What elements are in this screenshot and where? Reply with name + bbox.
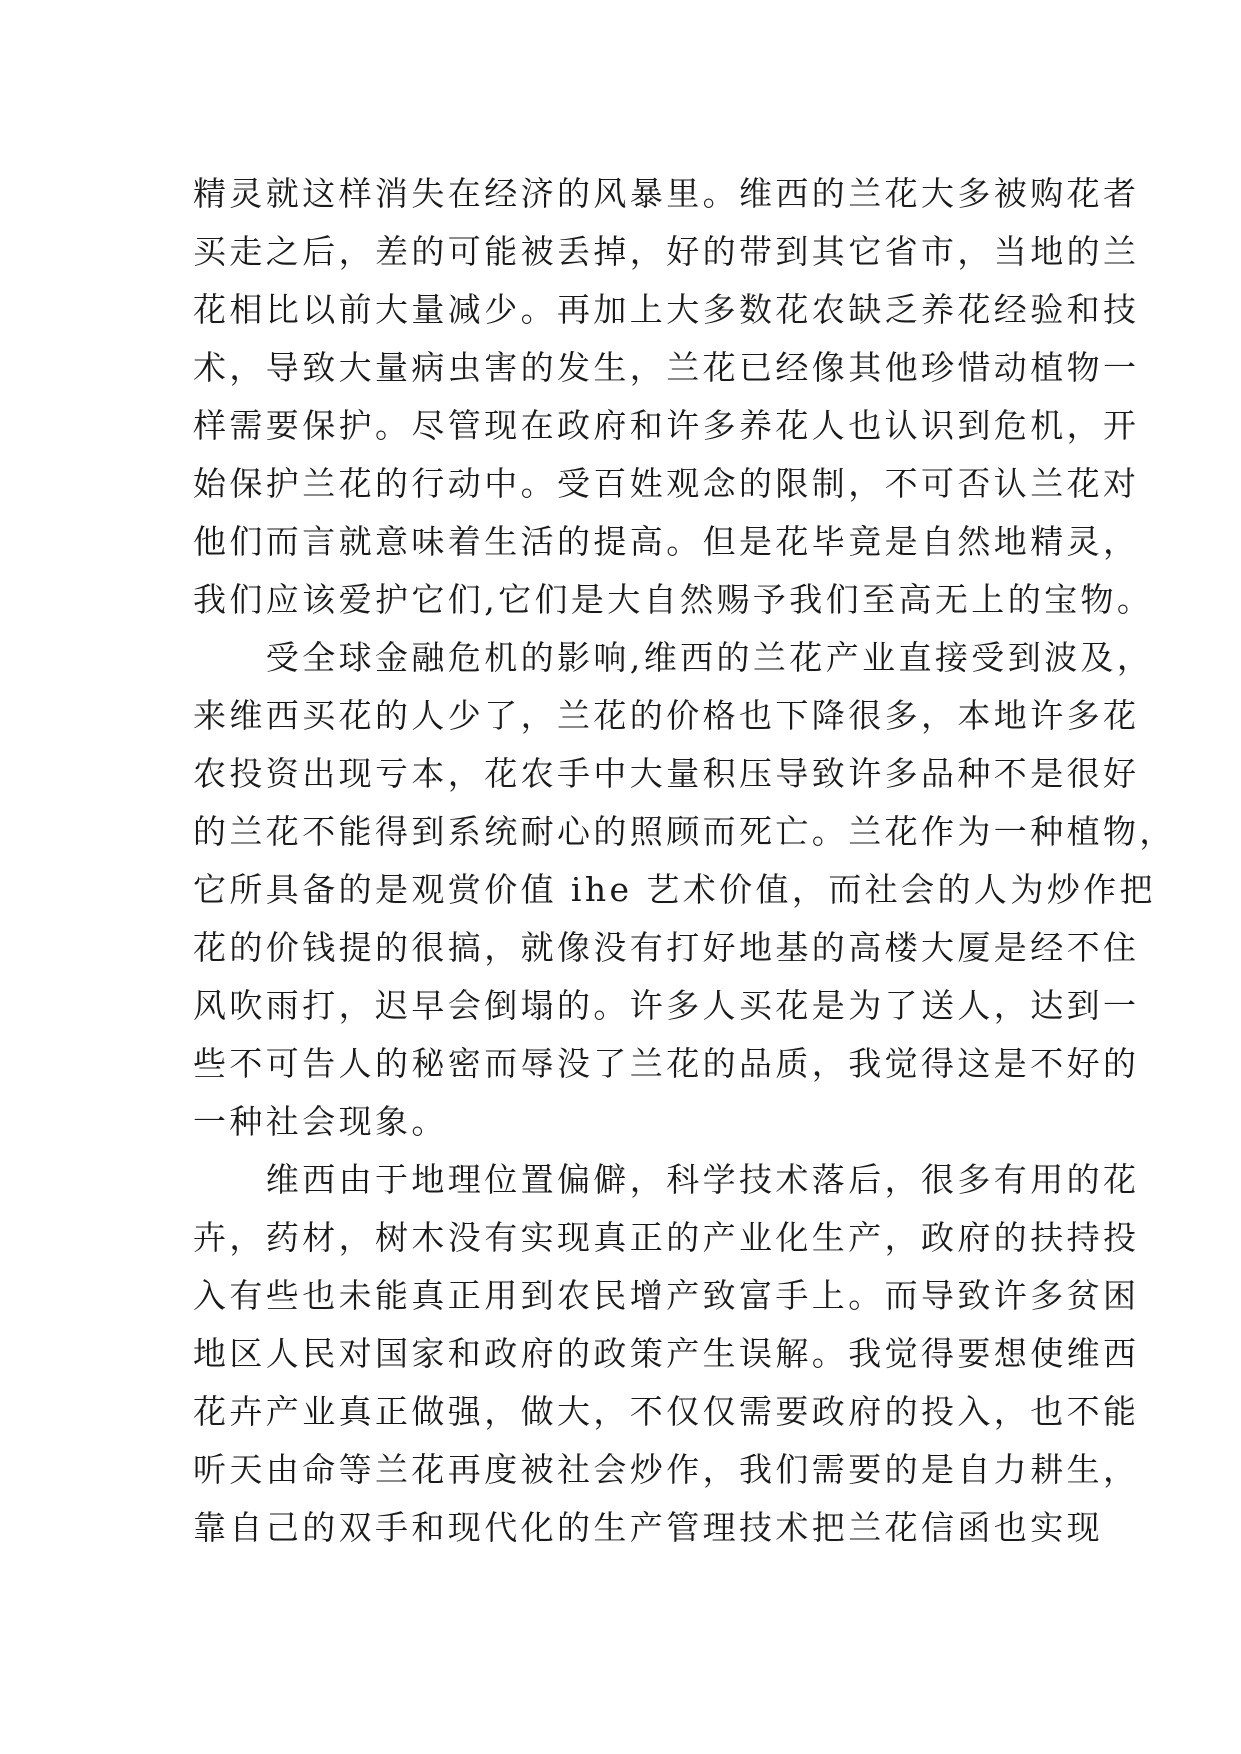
text-line: 的兰花不能得到系统耐心的照顾而死亡。兰花作为一种植物， <box>193 812 1176 851</box>
text-line: 入有些也未能真正用到农民增产致富手上。而导致许多贫困 <box>193 1276 1140 1315</box>
text-line: 风吹雨打，迟早会倒塌的。许多人买花是为了送人，达到一 <box>193 986 1140 1025</box>
text-line: 始保护兰花的行动中。受百姓观念的限制，不可否认兰花对 <box>193 464 1140 503</box>
text-line: 他们而言就意味着生活的提高。但是花毕竟是自然地精灵， <box>193 522 1140 561</box>
document-body <box>193 165 1176 1557</box>
text-line: 术，导致大量病虫害的发生，兰花已经像其他珍惜动植物一 <box>193 348 1140 387</box>
text-line: 花卉产业真正做强，做大，不仅仅需要政府的投入，也不能 <box>193 1392 1140 1431</box>
text-line: 听天由命等兰花再度被社会炒作，我们需要的是自力耕生， <box>193 1450 1140 1489</box>
paragraph-1 <box>193 165 1154 629</box>
text-line: 些不可告人的秘密而辱没了兰花的品质，我觉得这是不好的 <box>193 1044 1140 1083</box>
text-line: 来维西买花的人少了，兰花的价格也下降很多，本地许多花 <box>193 696 1140 735</box>
text-line: 维西由于地理位置偏僻，科学技术落后，很多有用的花 <box>193 1160 1140 1199</box>
text-line: 靠自己的双手和现代化的生产管理技术把兰花信函也实现 <box>193 1508 1103 1547</box>
text-line: 花的价钱提的很搞，就像没有打好地基的高楼大厦是经不住 <box>193 928 1140 967</box>
text-line: 它所具备的是观赏价值 ihe 艺术价值，而社会的人为炒作把 <box>193 870 1156 909</box>
text-line: 一种社会现象。 <box>193 1102 448 1141</box>
text-line: 样需要保护。尽管现在政府和许多养花人也认识到危机，开 <box>193 406 1140 445</box>
text-line: 受全球金融危机的影响,维西的兰花产业直接受到波及， <box>193 638 1154 677</box>
paragraph-2 <box>193 629 1176 1151</box>
paragraph-3 <box>193 1151 1140 1557</box>
text-line: 买走之后，差的可能被丢掉，好的带到其它省市，当地的兰 <box>193 232 1140 271</box>
text-line: 精灵就这样消失在经济的风暴里。维西的兰花大多被购花者 <box>193 174 1140 213</box>
text-line: 地区人民对国家和政府的政策产生误解。我觉得要想使维西 <box>193 1334 1140 1373</box>
text-line: 农投资出现亏本，花农手中大量积压导致许多品种不是很好 <box>193 754 1140 793</box>
text-line: 我们应该爱护它们,它们是大自然赐予我们至高无上的宝物。 <box>193 580 1154 619</box>
text-line: 花相比以前大量减少。再加上大多数花农缺乏养花经验和技 <box>193 290 1140 329</box>
text-line: 卉，药材，树木没有实现真正的产业化生产，政府的扶持投 <box>193 1218 1140 1257</box>
